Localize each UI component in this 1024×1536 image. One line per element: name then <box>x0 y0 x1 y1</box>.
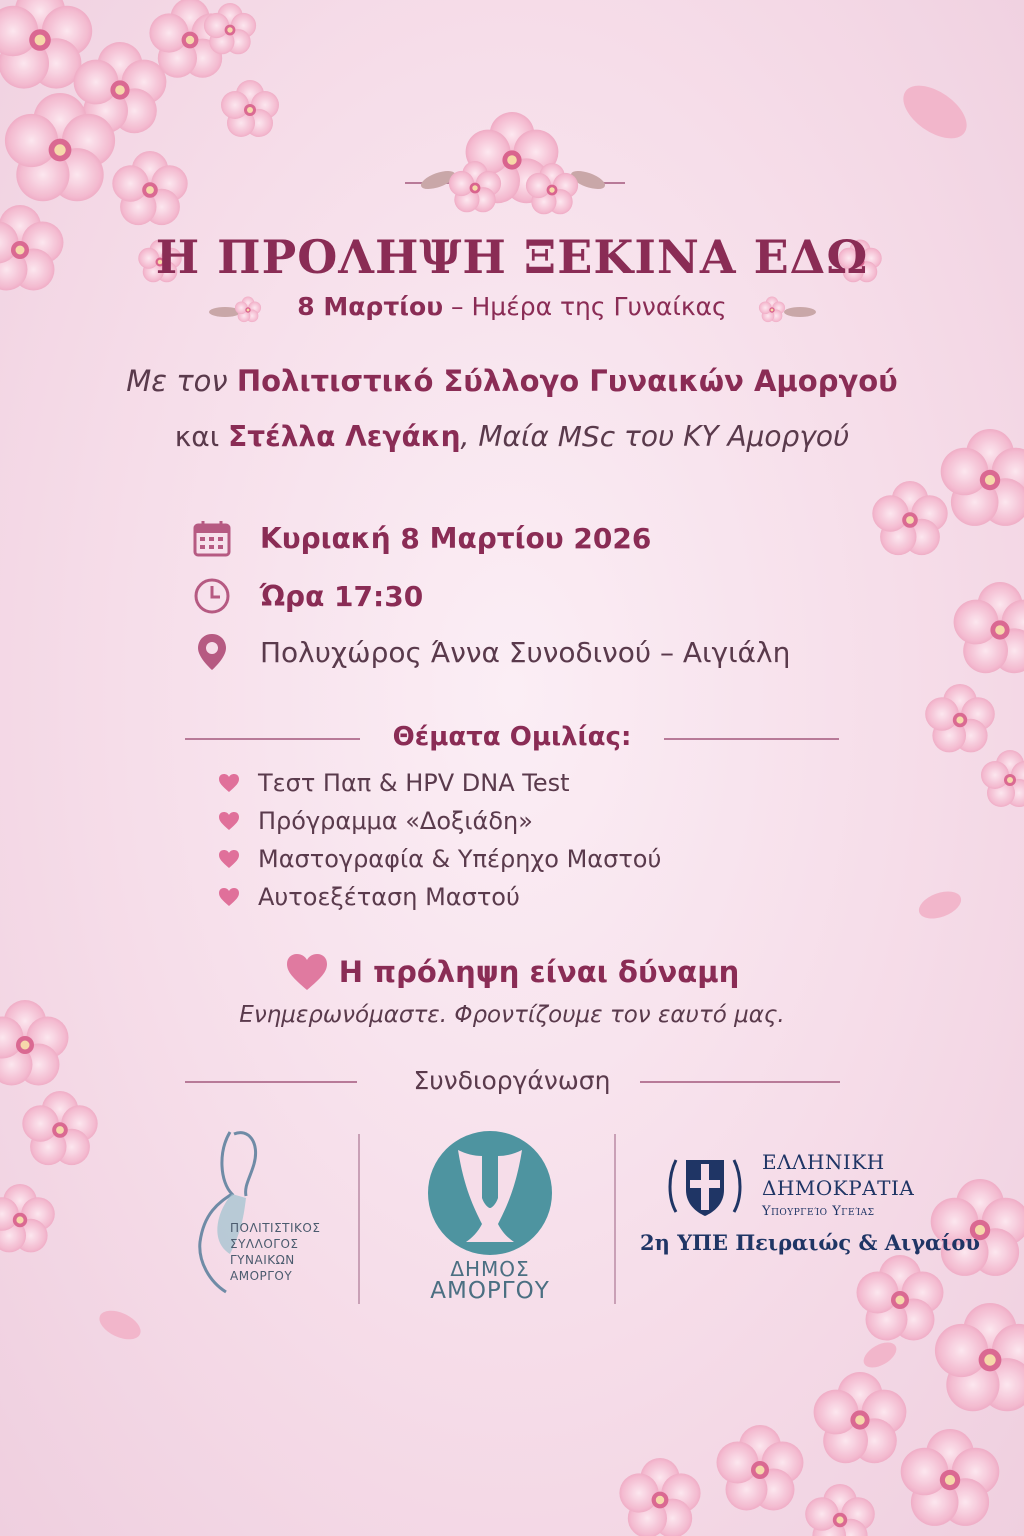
list-item <box>218 804 533 838</box>
greek-coat-of-arms-icon <box>666 1150 744 1220</box>
event-time-row <box>192 576 423 616</box>
association-logo <box>190 1122 350 1302</box>
list-item <box>218 766 570 800</box>
coorganizers-heading: Συνδιοργάνωση <box>413 1066 611 1095</box>
speaker-title: , Μαία MSc του ΚΥ Αμοργού <box>460 420 850 453</box>
event-time: Ώρα 17:30 <box>260 579 424 613</box>
topic-label: Τεστ Παπ & HPV DNA Test <box>258 769 570 797</box>
municipality-name: ΔΗΜΟΣ ΑΜΟΡΓΟΥ <box>430 1257 550 1304</box>
topic-label: Μαστογραφία & Υπέρηχο Μαστού <box>258 845 662 873</box>
amorgos-emblem-icon <box>410 1128 570 1258</box>
heart-bullet-icon <box>218 849 240 869</box>
location-pin-icon <box>192 632 232 672</box>
ministry-logo <box>640 1148 980 1263</box>
topic-label: Αυτοεξέταση Μαστού <box>258 883 520 911</box>
subtitle-date: 8 Μαρτίου <box>297 292 444 321</box>
event-date-row <box>192 518 651 558</box>
logo-divider <box>614 1134 616 1304</box>
calendar-icon <box>192 518 232 558</box>
association-name: ΠΟΛΙΤΙΣΤΙΚΟΣ ΣΥΛΛΟΓΟΣ ΓΥΝΑΙΚΩΝ ΑΜΟΡΓΟΥ <box>230 1221 321 1283</box>
list-item <box>218 842 661 876</box>
topic-label: Πρόγραμμα «Δοξιάδη» <box>258 807 533 835</box>
list-item <box>218 880 520 914</box>
logo-divider <box>358 1134 360 1304</box>
lead-organization: Πολιτιστικό Σύλλογο Γυναικών Αμοργού <box>236 364 898 398</box>
municipality-logo <box>410 1128 570 1303</box>
ministry-line-1: ΕΛΛΗΝΙΚΗ <box>762 1150 885 1174</box>
subtitle-rest: – Ημέρα της Γυναίκας <box>451 292 727 321</box>
ministry-line-3: Υπουργείο Υγείας <box>762 1204 875 1219</box>
clock-icon <box>192 576 232 616</box>
slogan-text: Η πρόληψη είναι δύναμη <box>338 955 740 989</box>
lead-line-1 <box>0 364 1024 398</box>
heart-icon <box>285 952 329 992</box>
subtitle <box>0 292 1024 321</box>
topics-heading: Θέματα Ομιλίας: <box>392 722 632 752</box>
heart-bullet-icon <box>218 773 240 793</box>
slogan <box>0 952 1024 992</box>
page-title: Η ΠΡΟΛΗΨΗ ΞΕΚΙΝΑ ΕΔΩ <box>155 230 869 284</box>
lead-line-2 <box>0 420 1024 453</box>
heart-bullet-icon <box>218 887 240 907</box>
event-location-row <box>192 632 790 672</box>
speaker-name: Στέλλα Λεγάκη <box>228 420 461 453</box>
event-date: Κυριακή 8 Μαρτίου 2026 <box>260 521 652 555</box>
ministry-line-2: ΔΗΜΟΚΡΑΤΙΑ <box>762 1176 915 1200</box>
lead-prefix: Με τον <box>126 364 228 398</box>
heart-bullet-icon <box>218 811 240 831</box>
ministry-line-4: 2η ΥΠΕ Πειραιώς & Αιγαίου <box>640 1230 980 1255</box>
tagline: Ενημερωνόμαστε. Φροντίζουμε τον εαυτό μας. <box>239 1002 785 1028</box>
lead-prefix-2: και <box>174 420 220 453</box>
event-location: Πολυχώρος Άννα Συνοδινού – Αιγιάλη <box>260 635 791 669</box>
